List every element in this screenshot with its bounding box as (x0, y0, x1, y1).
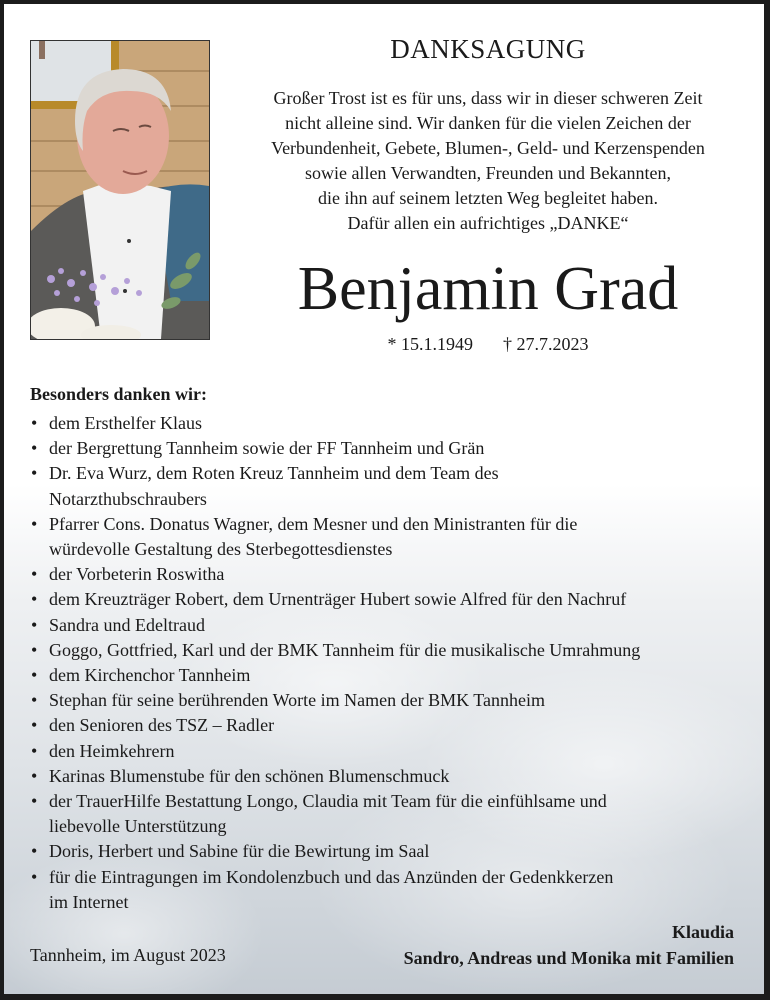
bullet-icon: • (31, 690, 38, 711)
intro-line: Dafür allen ein aufrichtiges „DANKE“ (347, 213, 629, 233)
life-dates (228, 334, 748, 355)
thanks-list-item (30, 865, 750, 915)
intro-line: die ihn auf seinem letzten Weg begleitet haben. (317, 188, 659, 208)
thanks-list-item (30, 411, 750, 436)
thanks-list-item (30, 562, 750, 587)
bullet-icon: • (31, 715, 38, 736)
thanks-item-text: den Senioren des TSZ – Radler (49, 715, 275, 736)
intro-line: sowie allen Verwandten, Freunden und Bekannten, (304, 163, 672, 183)
bullet-icon: • (31, 413, 38, 433)
thanks-item-text: liebevolle Unterstützung (49, 816, 227, 837)
thanks-item-text: Doris, Herbert und Sabine für die Bewirtung im Saal (49, 841, 430, 862)
thanks-list-item (30, 839, 750, 864)
death-date: † 27.7.2023 (503, 334, 589, 354)
bullet-icon: • (31, 740, 38, 761)
thanks-item-text: Dr. Eva Wurz, dem Roten Kreuz Tannheim und dem Team des (49, 463, 499, 484)
birth-date: * 15.1.1949 (387, 334, 473, 354)
notice-title: DANKSAGUNG (390, 34, 586, 64)
thanks-item-text: Sandra und Edeltraud (49, 614, 205, 635)
thanks-item-text: für die Eintragungen im Kondolenzbuch und das Anzünden der Gedenkkerzen (49, 866, 614, 887)
thanks-list-item (30, 512, 750, 562)
thanks-list-item (30, 436, 750, 461)
signature (404, 919, 734, 971)
bullet-icon: • (31, 463, 38, 484)
thanks-item-text: den Heimkehrern (49, 740, 175, 761)
bullet-icon: • (31, 564, 38, 585)
thanks-item-text: würdevolle Gestaltung des Sterbegottesdienstes (49, 539, 393, 560)
bullet-icon: • (31, 841, 38, 862)
thanks-list-item (30, 764, 750, 789)
thanks-item-text: Notarzthubschraubers (49, 488, 207, 509)
portrait-photo-illustration (31, 41, 209, 339)
signature-line: Sandro, Andreas und Monika mit Familien (403, 948, 734, 968)
bullet-icon: • (31, 614, 38, 635)
signature-line: Klaudia (671, 922, 734, 942)
bullet-icon: • (31, 665, 38, 686)
deceased-name: Benjamin Grad (297, 255, 679, 323)
thanks-heading: Besonders danken wir: (30, 384, 208, 404)
bullet-icon: • (31, 513, 38, 534)
thanks-list-item (30, 587, 750, 612)
bullet-icon: • (31, 639, 38, 660)
thanks-list-item (30, 663, 750, 688)
portrait-photo (30, 40, 210, 340)
thanks-list-item (30, 789, 750, 839)
intro-text (228, 86, 748, 236)
thanks-list (30, 411, 750, 915)
bullet-icon: • (31, 765, 38, 786)
thanks-item-text: Goggo, Gottfried, Karl und der BMK Tannheim für die musikalische Umrahmung (49, 639, 641, 660)
thanks-item-text: der Vorbeterin Roswitha (49, 564, 225, 585)
thanks-item-text: Stephan für seine berührenden Worte im Namen der BMK Tannheim (49, 690, 545, 711)
thanks-list-item (30, 739, 750, 764)
bullet-icon: • (31, 866, 38, 887)
thanks-item-text: Karinas Blumenstube für den schönen Blumenschmuck (49, 765, 450, 786)
intro-line: Verbundenheit, Gebete, Blumen-, Geld- und Kerzenspenden (271, 138, 705, 158)
thanks-item-text: dem Kirchenchor Tannheim (49, 665, 251, 686)
thanks-item-text: im Internet (49, 891, 129, 912)
obituary-thanks-notice (4, 4, 764, 994)
thanks-list-item (30, 713, 750, 738)
bullet-icon: • (31, 589, 38, 610)
intro-line: nicht alleine sind. Wir danken für die vielen Zeichen der (285, 113, 691, 133)
thanks-list-item (30, 461, 750, 511)
thanks-item-text: Pfarrer Cons. Donatus Wagner, dem Mesner und den Ministranten für die (49, 513, 578, 534)
thanks-item-text: der Bergrettung Tannheim sowie der FF Tannheim und Grän (49, 438, 485, 459)
thanks-list-item (30, 638, 750, 663)
thanks-item-text: dem Kreuzträger Robert, dem Urnenträger Hubert sowie Alfred für den Nachruf (49, 589, 627, 610)
thanks-list-item (30, 688, 750, 713)
place-date: Tannheim, im August 2023 (30, 945, 226, 965)
bullet-icon: • (31, 791, 38, 812)
thanks-item-text: der TrauerHilfe Bestattung Longo, Claudia mit Team für die einfühlsame und (49, 791, 607, 812)
bullet-icon: • (31, 438, 38, 459)
thanks-list-item (30, 613, 750, 638)
thanks-item-text: dem Ersthelfer Klaus (49, 413, 202, 433)
intro-line: Großer Trost ist es für uns, dass wir in dieser schweren Zeit (273, 88, 703, 108)
